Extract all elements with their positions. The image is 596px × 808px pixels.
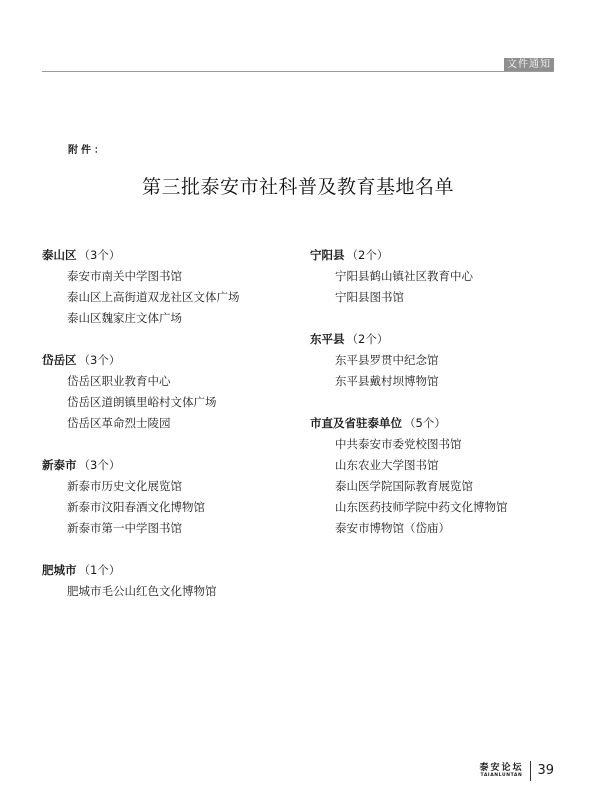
group-heading xyxy=(42,560,282,581)
group-city-provincial-units xyxy=(310,413,550,539)
document-title: 第三批泰安市社科普及教育基地名单 xyxy=(141,176,454,198)
list-item: 新泰市第一中学图书馆 xyxy=(67,521,182,535)
left-column xyxy=(42,245,282,623)
page-number: 39 xyxy=(537,763,554,778)
list-item: 东平县戴村坝博物馆 xyxy=(335,374,439,388)
list-item: 新泰市历史文化展览馆 xyxy=(67,479,182,493)
footer-divider xyxy=(530,761,531,781)
list-item: 泰安市博物馆（岱庙） xyxy=(335,521,450,535)
group-list xyxy=(310,266,550,308)
list-item: 泰安市南关中学图书馆 xyxy=(67,269,182,283)
group-heading xyxy=(310,329,550,350)
group-name: 泰山区 xyxy=(42,248,77,262)
group-name: 肥城市 xyxy=(42,563,77,577)
group-name: 宁阳县 xyxy=(310,248,345,262)
group-name: 东平县 xyxy=(310,332,345,346)
list-item: 宁阳县图书馆 xyxy=(335,290,404,304)
page-footer xyxy=(479,760,554,782)
group-count: （3个） xyxy=(78,353,121,367)
group-heading xyxy=(42,245,282,266)
list-item: 中共泰安市委党校图书馆 xyxy=(335,437,462,451)
group-taishan xyxy=(42,245,282,329)
group-heading xyxy=(310,245,550,266)
group-count: （1个） xyxy=(78,563,121,577)
group-dongping xyxy=(310,329,550,392)
group-daiyue xyxy=(42,350,282,434)
list-item: 泰山区魏家庄文体广场 xyxy=(67,311,182,325)
list-item: 山东农业大学图书馆 xyxy=(335,458,439,472)
list-item: 宁阳县鹤山镇社区教育中心 xyxy=(335,269,473,283)
group-list xyxy=(42,266,282,329)
group-count: （2个） xyxy=(346,248,389,262)
list-item: 泰山医学院国际教育展览馆 xyxy=(335,479,473,493)
journal-name: 泰安论坛 xyxy=(479,763,524,773)
group-heading xyxy=(42,350,282,371)
group-list xyxy=(42,371,282,434)
group-feicheng xyxy=(42,560,282,602)
attachment-label: 附件： xyxy=(68,145,107,156)
group-count: （3个） xyxy=(78,248,121,262)
group-name: 岱岳区 xyxy=(42,353,77,367)
group-ningyang xyxy=(310,245,550,308)
group-heading xyxy=(310,413,550,434)
list-item: 岱岳区职业教育中心 xyxy=(67,374,171,388)
group-name: 新泰市 xyxy=(42,458,77,472)
journal-pinyin: TAIANLUNTAN xyxy=(480,773,523,778)
group-xintai xyxy=(42,455,282,539)
group-list xyxy=(42,476,282,539)
right-column xyxy=(310,245,550,560)
group-name: 市直及省驻泰单位 xyxy=(310,416,402,430)
group-heading xyxy=(42,455,282,476)
list-item: 泰山区上高街道双龙社区文体广场 xyxy=(67,290,240,304)
group-count: （2个） xyxy=(346,332,389,346)
group-list xyxy=(42,581,282,602)
list-item: 岱岳区道朗镇里峪村文体广场 xyxy=(67,395,217,409)
group-list xyxy=(310,350,550,392)
group-count: （5个） xyxy=(404,416,446,430)
group-list xyxy=(310,434,550,539)
group-count: （3个） xyxy=(78,458,121,472)
list-item: 新泰市汶阳春酒文化博物馆 xyxy=(67,500,205,514)
journal-logo xyxy=(479,763,523,779)
header-rule xyxy=(42,71,554,72)
list-item: 肥城市毛公山红色文化博物馆 xyxy=(67,584,217,598)
section-tag: 文件通知 xyxy=(504,58,554,71)
list-item: 山东医药技师学院中药文化博物馆 xyxy=(335,500,508,514)
list-item: 东平县罗贯中纪念馆 xyxy=(335,353,439,367)
list-item: 岱岳区革命烈士陵园 xyxy=(67,416,171,430)
